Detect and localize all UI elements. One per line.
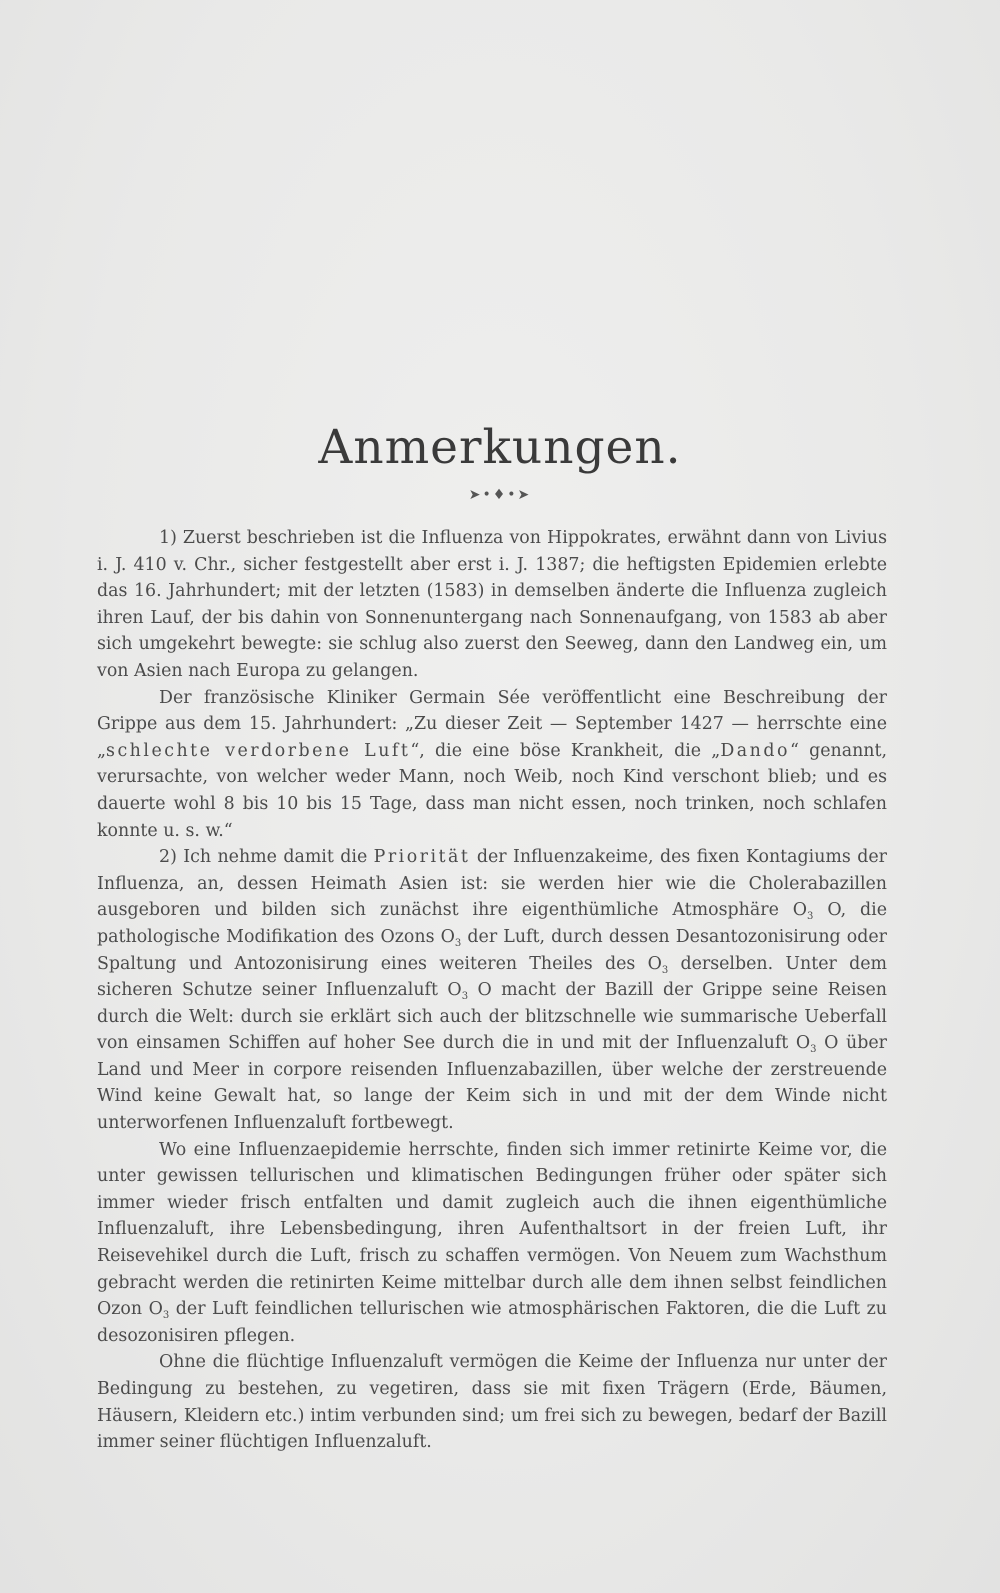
- text-run: der Luft, durch dessen Desantozonisirung oder Spaltung und Antozonisirung eines weiteren Theiles des O: [97, 926, 887, 974]
- note-2-paragraph-2: [97, 1137, 887, 1350]
- text-run: Wo eine Influenzaepidemie herrschte, finden sich immer retinirte Keime vor, die unter gewissen tellurischen und klimatischen Bedingungen früher oder später sich immer wieder frisch entfalten und damit zugleich auch die ihnen eigenthümliche Influenzaluft, ihre Lebensbedingung, ihren Aufenthaltsort in der freien Luft, ihr Reisevehikel durch die Luft, frisch zu schaffen vermögen. Von Neuem zum Wachsthum gebracht werden die retinirten Keime mittelbar durch alle dem ihnen selbst feindlichen Ozon O: [97, 1139, 887, 1320]
- ornament-divider: ➤•♦•➤: [468, 487, 532, 503]
- subscript: 3: [661, 964, 669, 976]
- text-run: “, die eine böse Krankheit, die „: [410, 740, 721, 761]
- text-run: 2) Ich nehme damit die: [159, 847, 374, 868]
- spaced-text: schlechte verdorbene Luft: [106, 740, 411, 761]
- subscript: 3: [461, 991, 469, 1003]
- note-1-text: 1) Zuerst beschrieben ist die Influenza von Hippokrates, erwähnt dann von Livius i. J. 410 v. Chr., sicher festgestellt aber erst i. J. 1387; die heftigsten Epidemien erlebte das 16. Jahrhundert; mit der letzten (1583) in demselben änderte die Influenza zugleich ihren Lauf, der bis dahin von Sonnenuntergang nach Sonnenaufgang, von 1583 ab aber sich umgekehrt bewegte: sie schlug also zuerst den Seeweg, dann den Landweg ein, um von Asien nach Europa zu gelangen.: [97, 528, 887, 681]
- page-title: Anmerkungen.: [318, 420, 682, 475]
- text-run: der Influenzakeime, des fixen Kontagiums der Influenza, an, dessen Heimath Asien ist: sie werden hier wie die Cholerabazillen ausgeboren und bilden sich zunächst ihre eigenthümliche Atmosphäre O: [97, 847, 887, 921]
- subscript: 3: [162, 1310, 170, 1322]
- text-run: der Luft feindlichen tellurischen wie atmosphärischen Faktoren, die die Luft zu desozonisiren pflegen.: [97, 1299, 887, 1346]
- text-run: “ genannt, verursachte, von welcher weder Mann, noch Weib, noch Kind verschont blieb; und es dauerte wohl 8 bis 10 bis 15 Tage, dass man nicht essen, noch trinken, noch schlafen konnte u. s. w.“: [97, 740, 887, 841]
- spaced-text: Priorität: [373, 847, 471, 868]
- text-run: O, die pathologische Modifikation des Ozons O: [97, 900, 888, 947]
- subscript: 3: [810, 1044, 817, 1056]
- notes-body: [97, 525, 887, 1456]
- text-run: O macht der Bazill der Grippe seine Reisen durch die Welt: durch sie erklärt sich auch der blitzschnelle wie summarische Ueberfall von einsamen Schiffen auf hoher See durch die in und mit der Influenzaluft O: [97, 980, 887, 1054]
- text-run: derselben. Unter dem sicheren Schutze seiner Influenzaluft O: [97, 953, 887, 1001]
- subscript: 3: [807, 911, 814, 923]
- text-run: O über Land und Meer in corpore reisenden Influenzabazillen, über welche der zerstreuende Wind keine Gewalt hat, so lange der Keim sich in und mit der dem Winde nicht unterworfenen Influenzaluft fortbewegt.: [97, 1033, 887, 1134]
- note-2-paragraph-3: [97, 1349, 887, 1455]
- note-2-paragraph: [97, 844, 887, 1137]
- note-1-paragraph-2: [97, 685, 887, 845]
- text-run: Ohne die flüchtige Influenzaluft vermögen die Keime der Influenza nur unter der Bedingung zu bestehen, zu vegetiren, dass sie mit fixen Trägern (Erde, Bäumen, Häusern, Kleidern etc.) intim verbunden sind; um frei sich zu bewegen, bedarf der Bazill immer seiner flüchtigen Influenzaluft.: [97, 1352, 887, 1453]
- text-run: Der französische Kliniker Germain Sée veröffentlicht eine Beschreibung der Grippe aus dem 15. Jahrhundert: „Zu dieser Zeit — September 1427 — herrschte eine „: [97, 687, 887, 761]
- spaced-text: Dando: [720, 740, 790, 761]
- subscript: 3: [454, 937, 462, 949]
- note-1-paragraph: [97, 525, 887, 685]
